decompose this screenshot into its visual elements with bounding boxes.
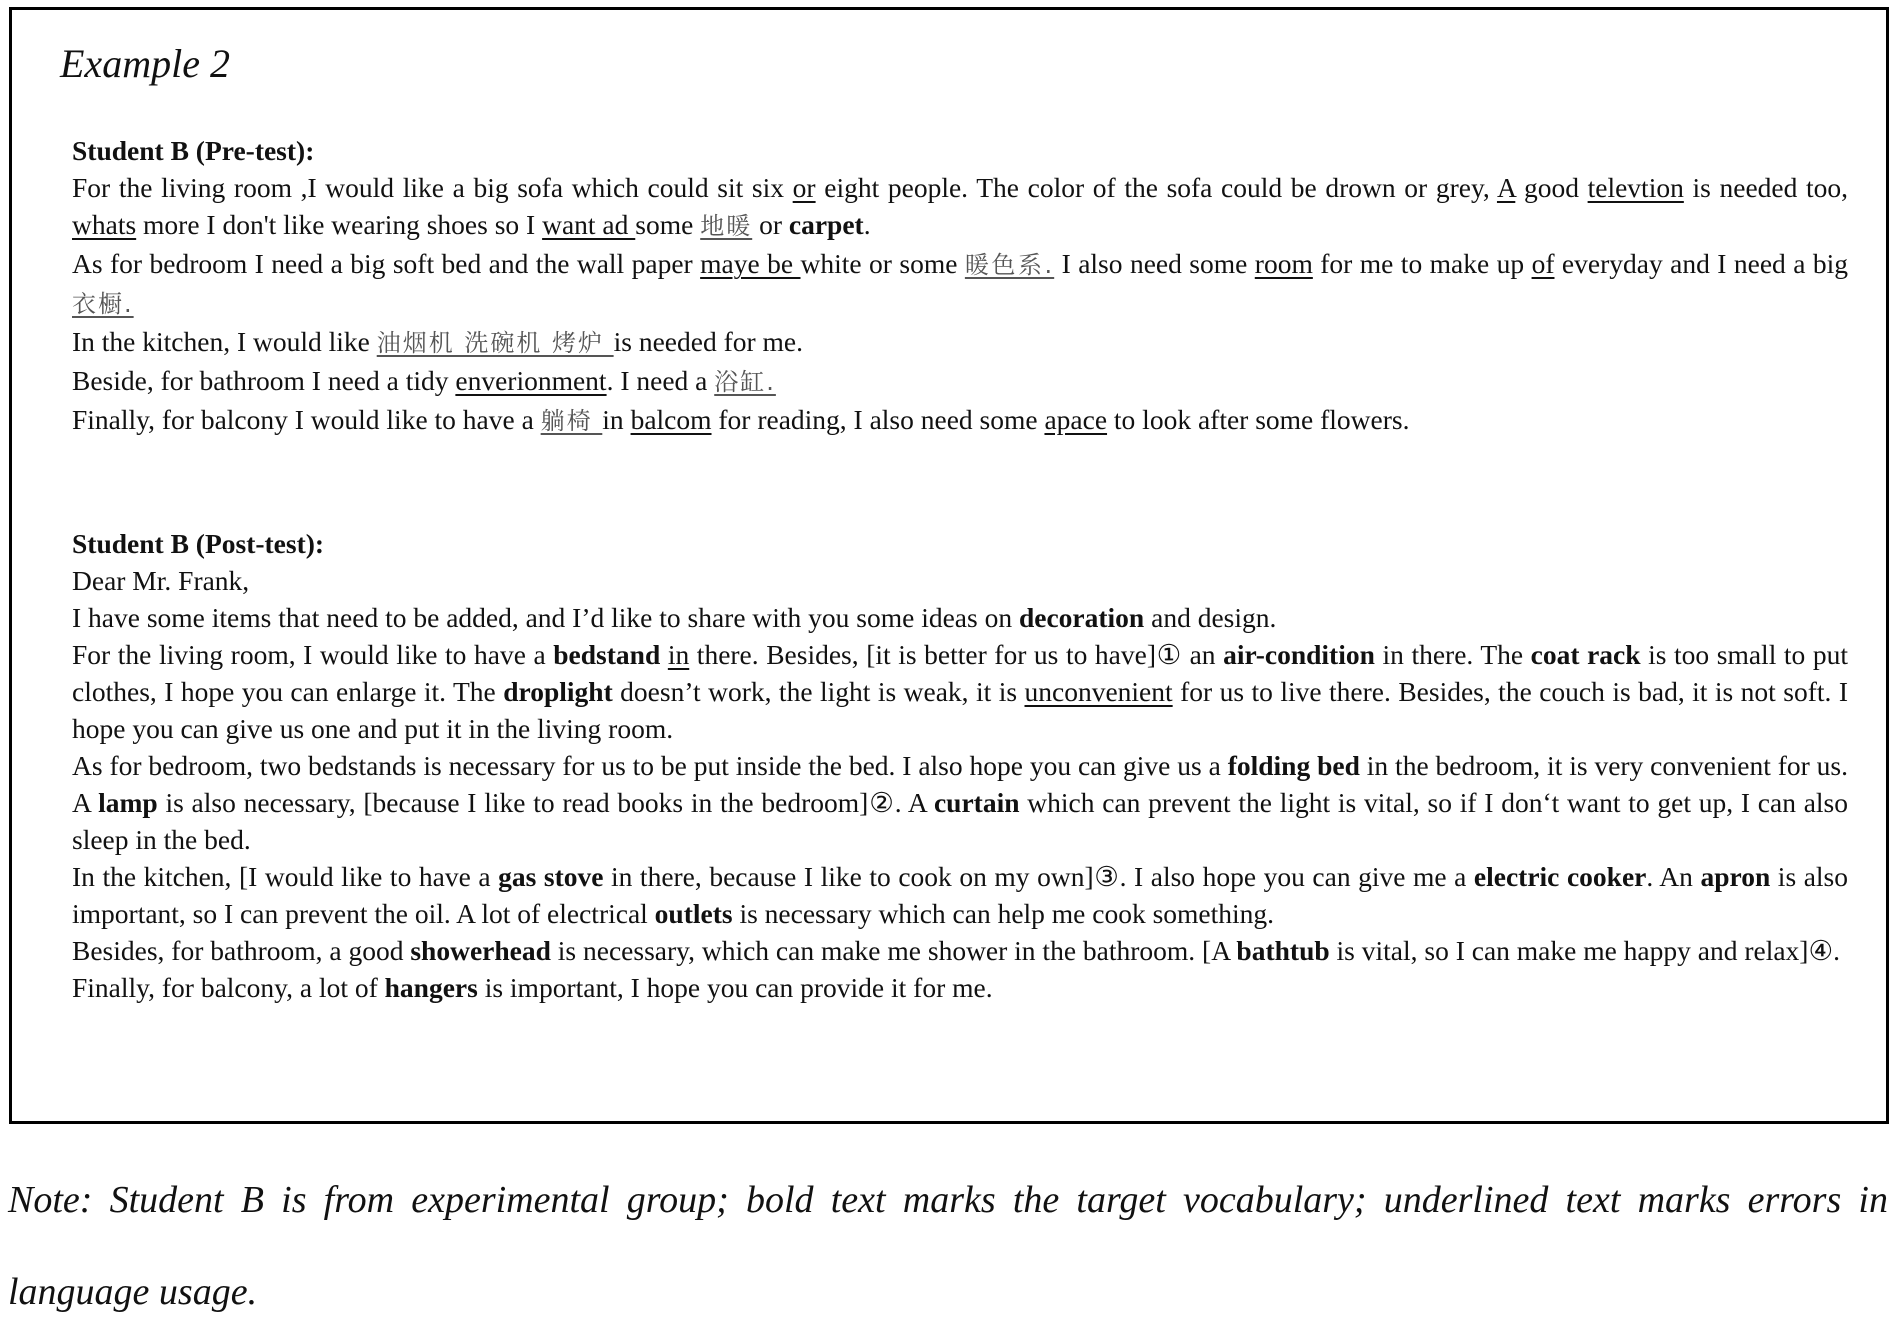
text-run: is also necessary, [because I like to read books in the bedroom]②. A xyxy=(157,787,934,818)
text-run: I also need some xyxy=(1054,248,1255,279)
text-run: is important, I hope you can provide it for me. xyxy=(477,972,993,1003)
text-run: is necessary, which can make me shower in the bathroom. [A xyxy=(550,935,1237,966)
pre-test-paragraph xyxy=(72,169,1848,245)
language-error: 浴缸. xyxy=(714,368,776,396)
text-run: is too small to put clothes, I hope you can enlarge it. The xyxy=(72,639,1849,707)
target-vocabulary: gas stove xyxy=(498,861,604,892)
language-error: maye be xyxy=(700,248,801,279)
post-test-body xyxy=(72,562,1848,1006)
text-run: In the kitchen, [I would like to have a xyxy=(72,861,499,892)
target-vocabulary: lamp xyxy=(98,787,158,818)
text-run: Besides, for bathroom, a good xyxy=(72,935,411,966)
text-run: there. Besides, [it is better for us to have]① an xyxy=(689,639,1224,670)
language-error: enverionment xyxy=(455,365,607,396)
language-error: want ad xyxy=(542,209,636,240)
post-test-paragraph xyxy=(72,932,1848,969)
language-error: 衣橱. xyxy=(72,290,134,318)
post-test-paragraph xyxy=(72,858,1848,932)
text-run: which can prevent the light is vital, so if I don‘t want to get up, I can also sleep in the bed. xyxy=(72,787,1848,855)
text-run: . An xyxy=(1646,861,1701,892)
target-vocabulary: droplight xyxy=(503,676,613,707)
text-run: I have some items that need to be added, and I’d like to share with you some ideas on xyxy=(72,602,1019,633)
text-run xyxy=(660,639,668,670)
text-run: is vital, so I can make me happy and relax]④. xyxy=(1329,935,1840,966)
post-test-paragraph xyxy=(72,969,1848,1006)
language-error: of xyxy=(1531,248,1555,279)
text-run: doesn’t work, the light is weak, it is xyxy=(612,676,1025,707)
figure-note: Note: Student B is from experimental group; bold text marks the target vocabulary; underlined text marks errors in language usage. xyxy=(8,1179,1888,1313)
text-run: in the bedroom, it is very convenient for us. A xyxy=(72,750,1848,818)
language-error: balcom xyxy=(630,404,712,435)
post-test-paragraph xyxy=(72,636,1848,747)
text-run: is needed too, xyxy=(1683,172,1849,203)
text-run: Dear Mr. Frank, xyxy=(72,565,250,596)
text-run: . I need a xyxy=(606,365,715,396)
language-error: apace xyxy=(1044,404,1108,435)
text-run: As for bedroom, two bedstands is necessary for us to be put inside the bed. I also hope you can give us a xyxy=(72,750,1228,781)
language-error: whats xyxy=(72,209,137,240)
pre-test-paragraph xyxy=(72,362,1848,401)
text-run: and design. xyxy=(1144,602,1277,633)
text-run: In the kitchen, I would like xyxy=(72,326,377,357)
example-content xyxy=(72,132,1848,1006)
language-error: 暖色系. xyxy=(964,251,1055,279)
target-vocabulary: outlets xyxy=(654,898,733,929)
text-run: more I don't like wearing shoes so I xyxy=(136,209,543,240)
text-run: in there. The xyxy=(1374,639,1531,670)
text-run: As for bedroom I need a big soft bed and the wall paper xyxy=(72,248,701,279)
target-vocabulary: coat rack xyxy=(1530,639,1641,670)
text-run: to look after some flowers. xyxy=(1107,404,1410,435)
text-run: for us to live there. Besides, the couch is bad, it is not soft. I hope you can give us one and put it in the living room. xyxy=(72,676,1848,744)
text-run: some xyxy=(635,209,701,240)
target-vocabulary: showerhead xyxy=(410,935,551,966)
text-run: good xyxy=(1515,172,1588,203)
text-run: is needed for me. xyxy=(613,326,803,357)
text-run: . xyxy=(863,209,871,240)
pre-test-heading: Student B (Pre-test): xyxy=(72,135,315,166)
text-run: in there, because I like to cook on my own]③. I also hope you can give me a xyxy=(603,861,1474,892)
language-error: or xyxy=(792,172,816,203)
post-test-paragraph xyxy=(72,562,1848,599)
text-run: Beside, for bathroom I need a tidy xyxy=(72,365,456,396)
pre-test-paragraph xyxy=(72,245,1848,323)
post-test-heading: Student B (Post-test): xyxy=(72,528,325,559)
language-error: 油烟机 洗碗机 烤炉 xyxy=(376,329,614,357)
language-error: unconvenient xyxy=(1024,676,1173,707)
language-error: A xyxy=(1496,172,1516,203)
example-title: Example 2 xyxy=(60,41,230,86)
language-error: room xyxy=(1254,248,1313,279)
pre-test-paragraph xyxy=(72,401,1848,440)
text-run: For the living room, I would like to have a xyxy=(72,639,554,670)
text-run: for reading, I also need some xyxy=(711,404,1045,435)
target-vocabulary: folding bed xyxy=(1227,750,1360,781)
example-frame xyxy=(9,7,1889,1124)
target-vocabulary: apron xyxy=(1700,861,1771,892)
text-run: Finally, for balcony, a lot of xyxy=(72,972,385,1003)
target-vocabulary: bathtub xyxy=(1236,935,1330,966)
target-vocabulary: electric cooker xyxy=(1473,861,1647,892)
text-run: Finally, for balcony I would like to have a xyxy=(72,404,541,435)
language-error: 地暖 xyxy=(700,212,753,240)
post-test-paragraph xyxy=(72,747,1848,858)
target-vocabulary: decoration xyxy=(1018,602,1145,633)
text-run: eight people. The color of the sofa could be drown or grey, xyxy=(815,172,1497,203)
text-run: for me to make up xyxy=(1312,248,1532,279)
pre-test-paragraph xyxy=(72,323,1848,362)
text-run: or xyxy=(752,209,789,240)
language-error: 躺椅 xyxy=(540,407,603,435)
language-error: televtion xyxy=(1587,172,1684,203)
target-vocabulary: curtain xyxy=(933,787,1020,818)
target-vocabulary: air-condition xyxy=(1223,639,1375,670)
target-vocabulary: hangers xyxy=(384,972,478,1003)
text-run: everyday and I need a big xyxy=(1554,248,1848,279)
text-run: is also important, so I can prevent the oil. A lot of electrical xyxy=(72,861,1848,929)
text-run: For the living room ,I would like a big sofa which could sit six xyxy=(72,172,793,203)
language-error: in xyxy=(667,639,690,670)
post-test-paragraph xyxy=(72,599,1848,636)
target-vocabulary: bedstand xyxy=(553,639,661,670)
text-run: is necessary which can help me cook something. xyxy=(732,898,1275,929)
target-vocabulary: carpet xyxy=(788,209,864,240)
text-run: in xyxy=(602,404,631,435)
pre-test-body xyxy=(72,169,1848,440)
text-run: white or some xyxy=(800,248,965,279)
